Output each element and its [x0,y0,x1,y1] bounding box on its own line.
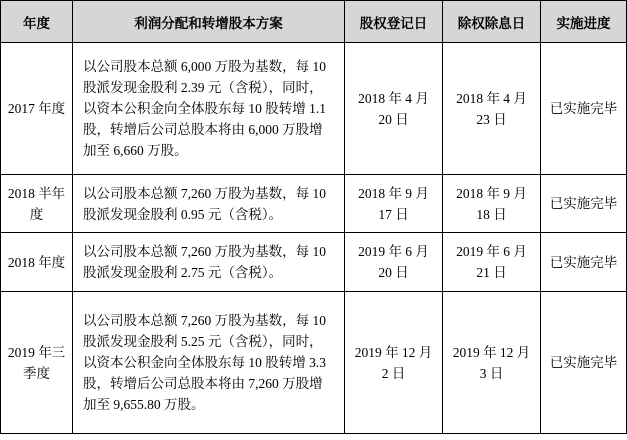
header-status: 实施进度 [541,1,627,43]
year-cell: 2018 半年度 [1,175,73,233]
header-year: 年度 [1,1,73,43]
ex-date-cell: 2018 年 4 月 23 日 [443,43,541,175]
header-record-date: 股权登记日 [345,1,443,43]
ex-date-cell: 2019 年 6 月 21 日 [443,233,541,292]
year-cell: 2018 年度 [1,233,73,292]
plan-cell: 以公司股本总额 7,260 万股为基数，每 10 股派发现金股利 2.75 元（含税）。 [73,233,345,292]
plan-cell: 以公司股本总额 6,000 万股为基数，每 10 股派发现金股利 2.39 元（含税），同时，以资本公积金向全体股东每 10 股转增 1.1 股，转增后公司总股本将由 6,000 万股增加至 6,660 万股。 [73,43,345,175]
ex-date-cell: 2018 年 9 月 18 日 [443,175,541,233]
table-row [1,175,627,233]
status-cell: 已实施完毕 [541,175,627,233]
table-row [1,292,627,434]
ex-date-cell: 2019 年 12 月 3 日 [443,292,541,434]
record-date-cell: 2018 年 9 月 17 日 [345,175,443,233]
plan-cell: 以公司股本总额 7,260 万股为基数，每 10 股派发现金股利 5.25 元（含税），同时，以资本公积金向全体股东每 10 股转增 3.3 股，转增后公司总股本将由 7,260 万股增加至 9,655.80 万股。 [73,292,345,434]
year-cell: 2017 年度 [1,43,73,175]
year-cell: 2019 年三季度 [1,292,73,434]
header-ex-date: 除权除息日 [443,1,541,43]
record-date-cell: 2019 年 6 月 20 日 [345,233,443,292]
status-cell: 已实施完毕 [541,43,627,175]
record-date-cell: 2018 年 4 月 20 日 [345,43,443,175]
plan-cell: 以公司股本总额 7,260 万股为基数，每 10 股派发现金股利 0.95 元（含税）。 [73,175,345,233]
header-plan: 利润分配和转增股本方案 [73,1,345,43]
status-cell: 已实施完毕 [541,292,627,434]
record-date-cell: 2019 年 12 月 2 日 [345,292,443,434]
table-row [1,233,627,292]
status-cell: 已实施完毕 [541,233,627,292]
table-row [1,43,627,175]
header-row [1,1,627,43]
